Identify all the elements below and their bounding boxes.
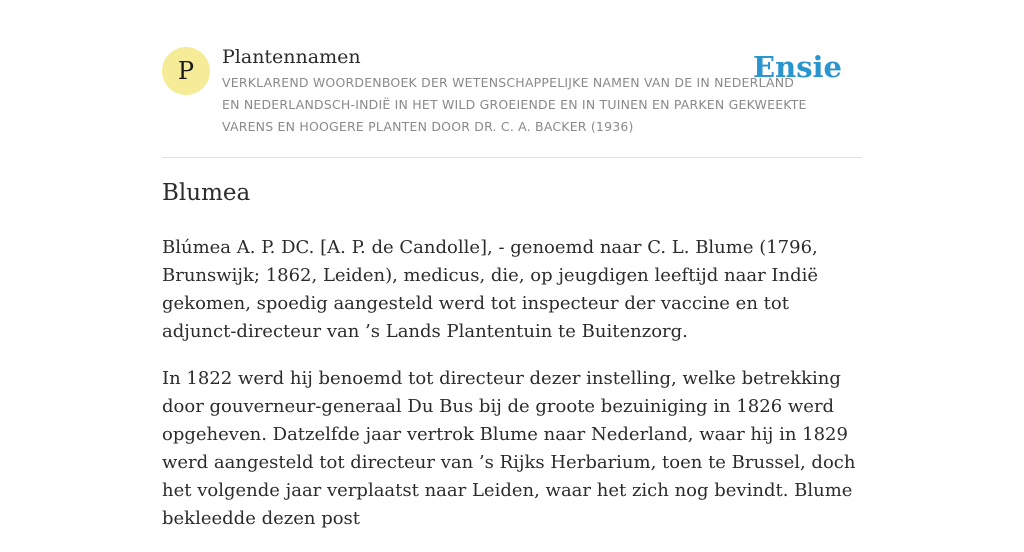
paragraph: In 1822 werd hij benoemd tot directeur dezer instelling, welke betrekking door gouverneur-generaal Du Bus bij de groote bezuiniging in 1826 werd opgeheven. Datzelfde jaar vertrok Blume naar Nederland, waar hij in 1829 werd aangesteld tot directeur van ’s Rijks Herbarium, toen te Brussel, doch het volgende jaar verplaatst naar Leiden, waar het zich nog bevindt. Blume bekleedde dezen post (162, 368, 856, 529)
paragraph: Blúmea A. P. DC. [A. P. de Candolle], - genoemd naar C. L. Blume (1796, Brunswijk; 1862, Leiden), medicus, die, op jeugdigen leeftijd naar Indië gekomen, spoedig aangesteld werd tot inspecteur der vaccine en tot adjunct-directeur van ’s Lands Plantentuin te Buitenzorg. (162, 237, 819, 342)
source-avatar[interactable] (162, 47, 210, 95)
source-subtitle: VERKLAREND WOORDENBOEK DER WETENSCHAPPELIJKE NAMEN VAN DE IN NEDERLAND EN NEDERLANDSCH-INDIË IN HET WILD GROEIENDE EN IN TUINEN EN PARKEN GEKWEEKTE VARENS EN HOOGERE PLANTEN DOOR DR. C. A. BACKER (1936) (222, 75, 807, 134)
source-header (162, 44, 862, 158)
term-title: Blumea (162, 180, 251, 206)
ensie-logo-link[interactable]: Ensie (753, 50, 842, 84)
avatar-letter: P (177, 57, 195, 85)
source-title[interactable]: Plantennamen (222, 46, 361, 68)
article-body (162, 234, 866, 552)
